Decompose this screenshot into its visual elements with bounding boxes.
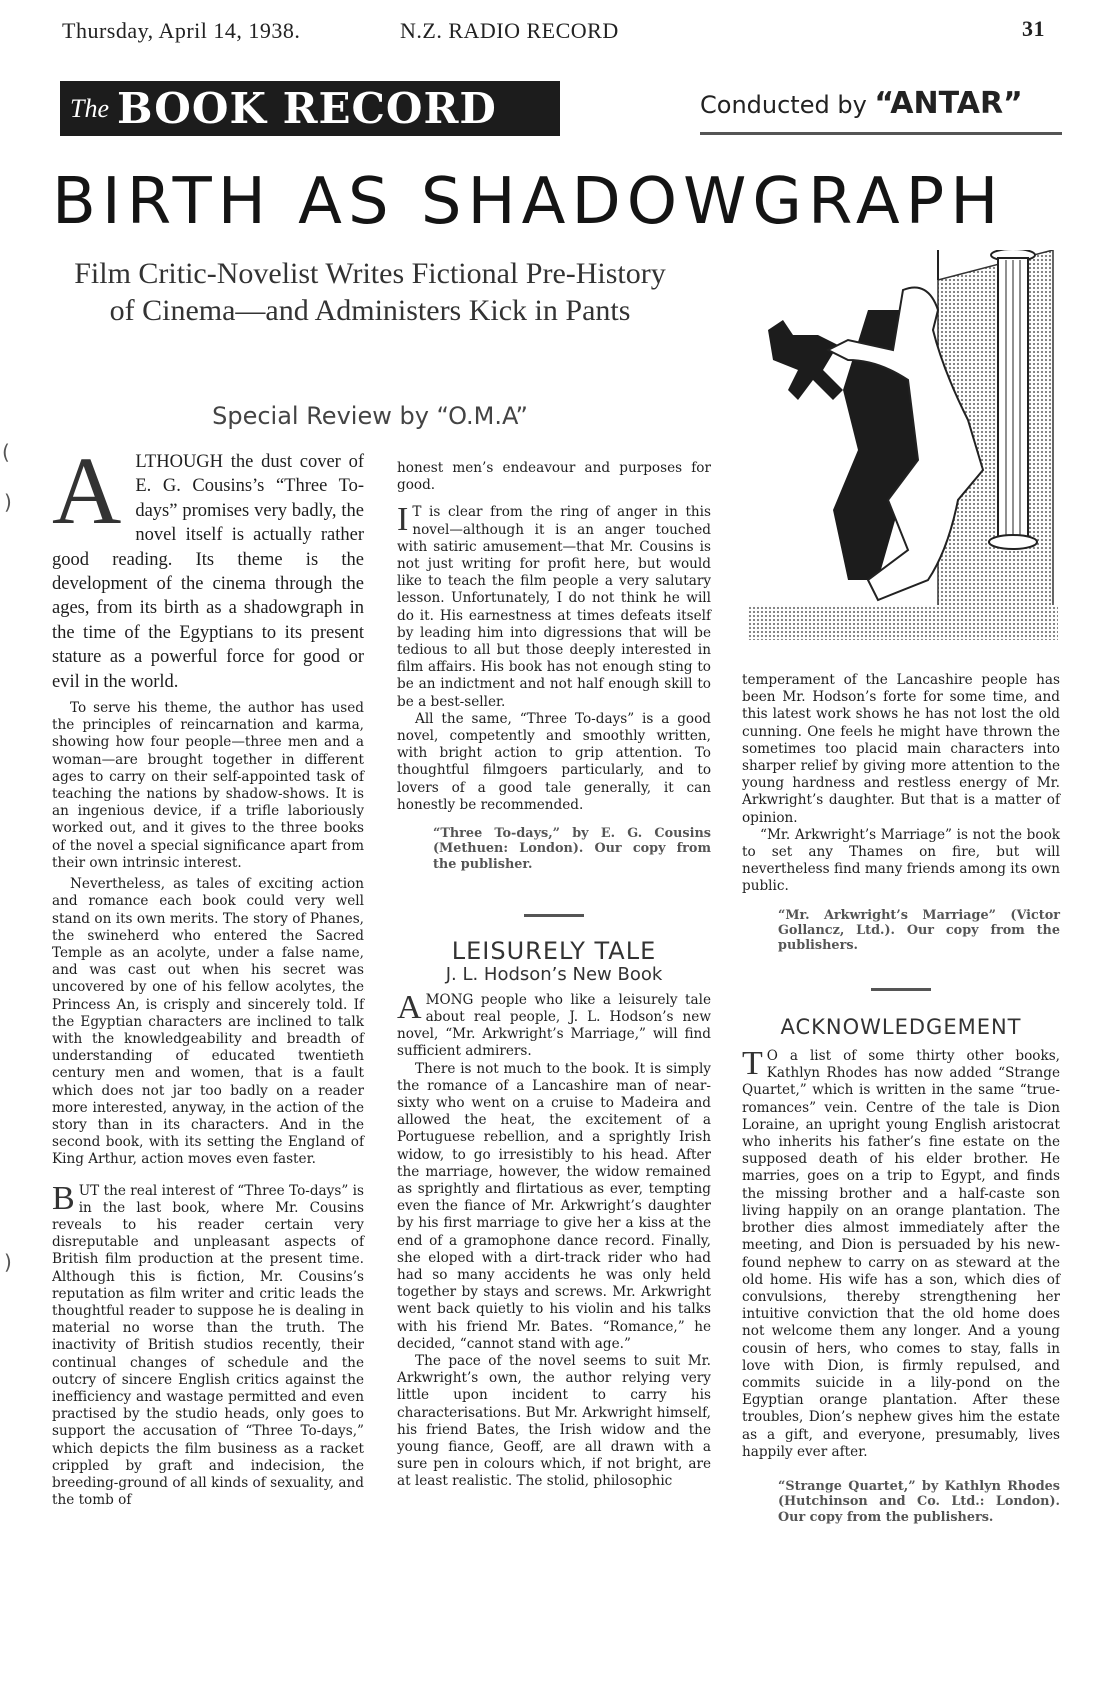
body-paragraph: “Mr. Arkwright’s Marriage” is not the book to set any Thames on fire, but will nevertheless find many friends among its own public. [742, 826, 1060, 895]
dropcap-b: B [52, 1179, 75, 1217]
conducted-by [700, 86, 1023, 121]
body-paragraph: honest men’s endeavour and purposes for good. [397, 460, 711, 494]
section-heading: ACKNOWLEDGEMENT [780, 1014, 1022, 1039]
illustration-svg [728, 250, 1058, 640]
column-3 [742, 672, 1060, 1525]
publication-name: N.Z. RADIO RECORD [400, 18, 619, 43]
body-paragraph: I T is clear from the ring of anger in this novel—although it is an anger touched with satiric amusement—that Mr. Cousins is not just writing for profit here, but would like to teach the film people a very salutary lesson. Unfortunately, I do not think he will do it. His earnestness at times defeats itself by leading him into digressions that will be tedious to all but those deeply interested in film affairs. His book has not enough sting to be an indictment and not half enough skill to be a best-seller. [397, 501, 711, 710]
conducted-prefix: Conducted by [700, 91, 867, 119]
section-subheading: J. L. Hodson’s New Book [445, 964, 663, 986]
body-paragraph: All the same, “Three To-days” is a good novel, competently and smoothly written, with bright action to grip attention. To thoughtful filmgoers particularly, and to lovers of a good tale generally, it can honestly be recommended. [397, 710, 711, 813]
lead-paragraph: ALTHOUGH the dust cover of E. G. Cousins’s “Three To-days” promises very badly, the novel itself is actually rather good reading. Its theme is the development of the cinema through the ages, from its birth as a shadowgraph in the time of the Egyptians to its present stature as a powerful force for good or evil in the world. [52, 437, 364, 692]
page-number: 31 [1022, 16, 1045, 41]
book-record-banner [60, 81, 560, 136]
byline: Special Review by “O.M.A” [212, 402, 528, 430]
body-paragraph: BUT the real interest of “Three To-days” is in the last book, where Mr. Cousins reveals to his reader certain very disreputable and unpleasant aspects of British film production at the present time. Although this is fiction, Mr. Cousins’s reputation as film writer and critic leads the thoughtful reader to suppose he is dealing in material no worse than the truth. The inactivity of British studios recently, their continual changes of schedule and the outcry of sincere English critics against the inefficiency and wastage permitted and even practised by the studio heads, only goes to support the accusation of “Three To-days,” which depicts the film business as a racket crippled by graft and indecision, the breeding-ground of all kinds of sexuality, and the tomb of [52, 1179, 364, 1509]
shadowgraph-illustration [728, 250, 1058, 640]
scan-margin-mark: ) [4, 490, 12, 514]
issue-date: Thursday, April 14, 1938. [62, 18, 301, 43]
body-paragraph: To serve his theme, the author has used the principles of reincarnation and karma, showing how four people—three men and a woman—are brought together in different ages to carry on their self-appointed task of teaching the nations by shadow-shows. It is an ingenious device, if a trifle laboriously worked out, and it gives to the three books of the novel a special significance apart from their own intrinsic interest. [52, 700, 364, 871]
body-paragraph: temperament of the Lancashire people has been Mr. Hodson’s forte for some time, and this latest work shows he has not lost the old cunning. One feels he might have thrown the sometimes too placid main characters into sharper relief by giving more attention to the young hardness and restless energy of Mr. Arkwright’s daughter. But that is a matter of opinion. [742, 672, 1060, 826]
body-paragraph: AMONG people who like a leisurely tale about real people, J. L. Hodson’s new novel, “Mr. Arkwright’s Marriage,” will find sufficient admirers. [397, 988, 711, 1060]
body-paragraph: T O a list of some thirty other books, Kathlyn Rhodes has now added “Strange Quartet,” which is written in the same “true-romances” vein. Centre of the tale is Dion Loraine, an upright young English aristocrat who inherits his father’s fine estate on the supposed death of his elder brother. He marries, goes on a trip to Egypt, and finds the missing brother and a half-caste son living happily on an orange plantation. The brother dies almost immediately after the meeting, and Dion is persuaded by his new-found nephew to carry on as steward at the old home. His wife has a son, which dies of convulsions, thereby strengthening her intuitive conviction that the old home does not welcome them any longer. And a young cousin of hers, who comes to stay, falls in love with Dion, is firmly repulsed, and commits suicide in a lily-pond on the Egyptian orange plantation. After these troubles, Dion’s nephew gives him the estate as a gift, and everyone, presumably, lives happily ever after. [742, 1045, 1060, 1460]
book-credit: “Strange Quartet,” by Kathlyn Rhodes (Hutchinson and Co. Ltd.: London). Our copy from the publishers. [778, 1478, 1060, 1525]
dropcap-i: I [397, 501, 409, 539]
column-1 [52, 437, 364, 1509]
deck: Film Critic-Novelist Writes Fictional Pre-History of Cinema—and Administers Kick in Pants [74, 257, 666, 327]
book-credit: “Three To-days,” by E. G. Cousins (Methuen: London). Our copy from the publisher. [433, 826, 711, 872]
dropcap-t: T [742, 1045, 763, 1083]
scan-margin-mark: ( [2, 440, 10, 464]
column-2 [397, 460, 711, 1491]
floor-shading [748, 605, 1058, 640]
section-heading: LEISURELY TALE [451, 937, 657, 966]
scan-margin-mark: ) [4, 1250, 12, 1274]
body-paragraph: The pace of the novel seems to suit Mr. Arkwright’s own, the author relying very little upon incident to carry his characterisations. But Mr. Arkwright himself, his friend Bates, the Irish widow and the young fiance, Geoff, are all drawn with a sure pen in colours which, if not bright, are at least realistic. The stolid, philosophic [397, 1352, 711, 1490]
conductor-name: “ANTAR” [874, 86, 1023, 121]
conducted-rule [700, 132, 1062, 135]
dropcap-a: A [52, 437, 122, 544]
body-paragraph: Nevertheless, as tales of exciting action and romance each book could very well stand on its own merits. The story of Phanes, the swineherd who entered the Sacred Temple as an acolyte, under a false name, and was cast out when his secret was uncovered by one of his fellow acolytes, the Princess An, is crisply and sincerely told. If the Egyptian characters are inclined to talk with the knowledgeability and breadth of understanding of educated twentieth century men and women, that is a fault which does not jar too badly on a reader more interested, anyway, in the action of the story than in its characters. And in the second book, with its setting the England of King Arthur, action moves even faster. [52, 876, 364, 1168]
book-credit: “Mr. Arkwright’s Marriage” (Victor Gollancz, Ltd.). Our copy from the publishers. [778, 907, 1060, 954]
headline: BIRTH AS SHADOWGRAPH [52, 165, 1005, 239]
dropcap-a2: A [397, 988, 422, 1026]
body-paragraph: There is not much to the book. It is simply the romance of a Lancashire man of near-sixty who went on a cruise to Madeira and allowed the heat, the excitement of a Portuguese rebellion, and a sprightly Irish widow, to go irresistibly to his head. After the marriage, however, the widow remained as sprightly and flirtatious as ever, tempting even the fiance of Mr. Arkwright’s daughter by his first marriage to give her a kiss at the end of a gramophone dance record. Finally, she eloped with a dirt-track rider who had had so many accidents he was only held together by stays and screws. Mr. Arkwright went back quietly to his violin and his talks with his friend Mr. Bates. “Romance,” he decided, “cannot stand with age.” [397, 1060, 711, 1352]
banner-the: The [70, 93, 109, 123]
banner-title: BOOK RECORD [117, 84, 497, 133]
goat-shadow [768, 320, 843, 400]
